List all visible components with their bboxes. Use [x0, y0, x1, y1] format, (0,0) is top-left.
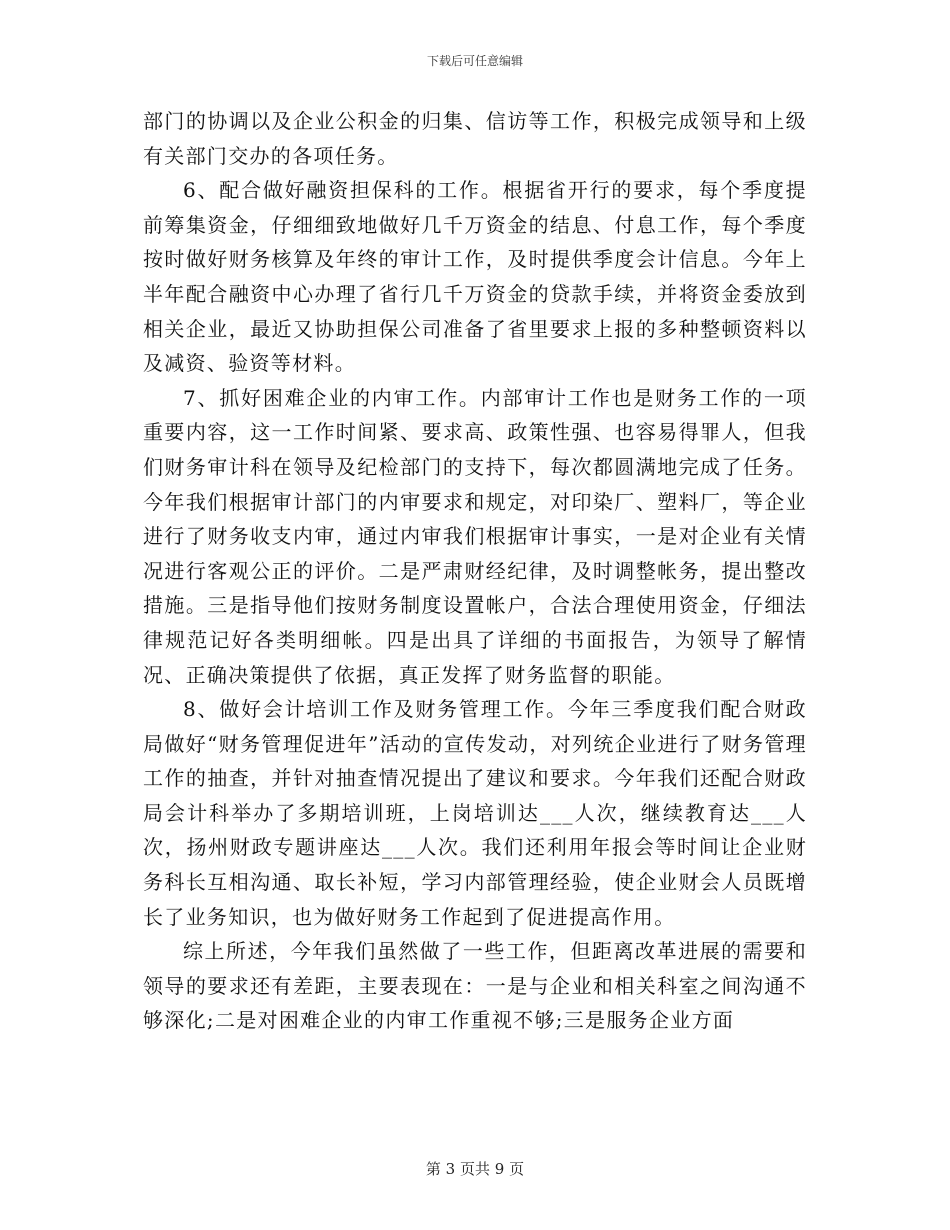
paragraph-continuation: 部门的协调以及企业公积金的归集、信访等工作，积极完成领导和上级有关部门交办的各项任务。 — [143, 109, 807, 168]
paragraph-item-8: 8、做好会计培训工作及财务管理工作。今年三季度我们配合财政局做好“财务管理促进年”活动的宣传发动，对列统企业进行了财务管理工作的抽查，并针对抽查情况提出了建议和要求。今年我们还配合财政局会计科举办了多期培训班，上岗培训达___人次，继续教育达___人次，扬州财政专题讲座达___人次。我们还利用年报会等时间让企业财务科长互相沟通、取长补短，学习内部管理经验，使企业财会人员既增长了业务知识，也为做好财务工作起到了促进提高作用。 — [143, 697, 807, 929]
document-body — [143, 104, 807, 1038]
page-footer: 第 3 页共 9 页 — [425, 1160, 525, 1178]
page-header: 下载后可任意编辑 — [426, 54, 523, 68]
paragraph-summary: 综上所述，今年我们虽然做了一些工作，但距离改革进展的需要和领导的要求还有差距，主要表现在：一是与企业和相关科室之间沟通不够深化;二是对困难企业的内审工作重视不够;三是服务企业方面 — [143, 939, 807, 1033]
paragraph-item-6: 6、配合做好融资担保科的工作。根据省开行的要求，每个季度提前筹集资金，仔细细致地做好几千万资金的结息、付息工作，每个季度按时做好财务核算及年终的审计工作，及时提供季度会计信息。今年上半年配合融资中心办理了省行几千万资金的贷款手续，并将资金委放到相关企业，最近又协助担保公司准备了省里要求上报的多种整顿资料以及减资、验资等材料。 — [143, 178, 807, 376]
paragraph-item-7: 7、抓好困难企业的内审工作。内部审计工作也是财务工作的一项重要内容，这一工作时间紧、要求高、政策性强、也容易得罪人，但我们财务审计科在领导及纪检部门的支持下，每次都圆满地完成了任务。今年我们根据审计部门的内审要求和规定，对印染厂、塑料厂，等企业进行了财务收支内审，通过内审我们根据审计事实，一是对企业有关情况进行客观公正的评价。二是严肃财经纪律，及时调整帐务，提出整改措施。三是指导他们按财务制度设置帐户，合法合理使用资金，仔细法律规范记好各类明细帐。四是出具了详细的书面报告，为领导了解情况、正确决策提供了依据，真正发挥了财务监督的职能。 — [143, 385, 807, 687]
